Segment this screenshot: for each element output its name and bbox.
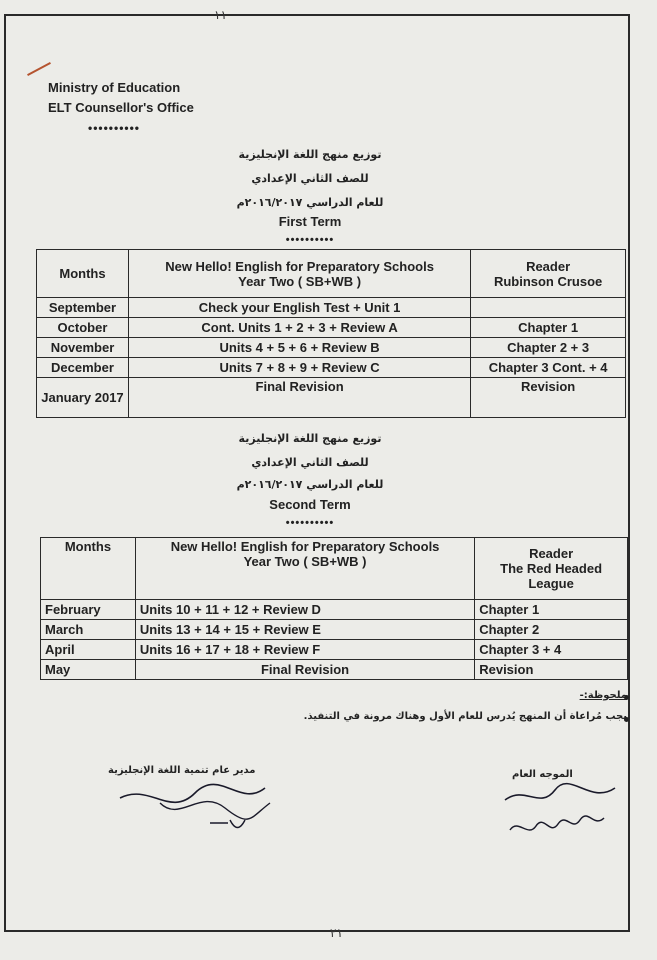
note-title: ملحوظة:- — [579, 690, 627, 701]
first-term-grade-ar: للصف الثاني الإعدادي — [251, 172, 369, 185]
page-mark-top: ١١ — [214, 8, 227, 22]
page-mark-bottom: ٢١ — [330, 926, 343, 940]
col-reader-line2: The Red Headed — [500, 561, 603, 576]
table-row — [41, 600, 628, 620]
units-cell: Units 7 + 8 + 9 + Review C — [128, 358, 470, 378]
first-term-dots: •••••••••• — [285, 234, 335, 246]
reader-cell — [471, 298, 626, 318]
left-signature-title: مدير عام تنمية اللغة الإنجليزية — [108, 765, 256, 776]
col-months: Months — [41, 538, 136, 600]
month-cell: September — [37, 298, 129, 318]
first-term-table — [36, 249, 626, 418]
table-row — [37, 318, 626, 338]
reader-cell: Chapter 3 + 4 — [475, 640, 628, 660]
reader-cell: Chapter 3 Cont. + 4 — [471, 358, 626, 378]
units-cell: Units 4 + 5 + 6 + Review B — [128, 338, 470, 358]
col-reader-line1: Reader — [526, 258, 571, 274]
month-cell: October — [37, 318, 129, 338]
first-term-year-ar: للعام الدراسي ٢٠١٦/٢٠١٧م — [236, 196, 384, 209]
ministry-name: Ministry of Education — [48, 80, 181, 95]
letterhead — [48, 78, 194, 138]
units-cell: Cont. Units 1 + 2 + 3 + Review A — [128, 318, 470, 338]
reader-cell: Revision — [475, 660, 628, 680]
col-book-line2: Year Two ( SB+WB ) — [238, 273, 362, 289]
month-cell: May — [41, 660, 136, 680]
table-row — [41, 640, 628, 660]
col-months: Months — [37, 250, 129, 298]
left-signature — [100, 778, 280, 848]
reader-cell: Chapter 1 — [471, 318, 626, 338]
col-reader-line2: Rubinson Crusoe — [493, 273, 603, 289]
col-book-line2: Year Two ( SB+WB ) — [243, 554, 367, 569]
month-cell: December — [37, 358, 129, 378]
reader-cell: Revision — [471, 378, 626, 418]
col-reader — [471, 250, 626, 298]
table-row — [41, 660, 628, 680]
col-reader-line3: League — [528, 576, 574, 591]
month-cell: March — [41, 620, 136, 640]
units-cell: Final Revision — [135, 660, 474, 680]
right-signature-title: الموجه العام — [512, 769, 573, 780]
table-row — [41, 620, 628, 640]
right-signature — [495, 780, 625, 850]
units-cell: Units 16 + 17 + 18 + Review F — [135, 640, 474, 660]
units-cell: Final Revision — [128, 378, 470, 418]
table-row — [37, 378, 626, 418]
units-cell: Units 13 + 14 + 15 + Review E — [135, 620, 474, 640]
col-book — [128, 250, 470, 298]
reader-cell: Chapter 2 + 3 — [471, 338, 626, 358]
month-cell: February — [41, 600, 136, 620]
office-name: ELT Counsellor's Office — [48, 100, 194, 115]
reader-cell: Chapter 2 — [475, 620, 628, 640]
first-term-title-ar: توزيع منهج اللغة الإنجليزية — [238, 148, 382, 161]
col-reader-line1: Reader — [529, 546, 574, 561]
second-term-year-ar: للعام الدراسي ٢٠١٦/٢٠١٧م — [236, 478, 384, 491]
second-term-grade-ar: للصف الثاني الإعدادي — [251, 456, 369, 469]
second-term-title-ar: توزيع منهج اللغة الإنجليزية — [238, 432, 382, 445]
note-text: يجب مُراعاة أن المنهج يُدرس للعام الأول وهناك مرونة في التنفيذ. — [303, 711, 627, 722]
month-cell: April — [41, 640, 136, 660]
header-dots: •••••••••• — [88, 121, 141, 135]
second-term-dots: •••••••••• — [285, 517, 335, 529]
col-reader — [475, 538, 628, 600]
second-term-label: Second Term — [269, 497, 351, 512]
units-cell: Units 10 + 11 + 12 + Review D — [135, 600, 474, 620]
reader-cell: Chapter 1 — [475, 600, 628, 620]
table-header-row — [41, 538, 628, 600]
first-term-label: First Term — [278, 214, 342, 229]
units-cell: Check your English Test + Unit 1 — [128, 298, 470, 318]
table-header-row — [37, 250, 626, 298]
col-book — [135, 538, 474, 600]
col-book-line1: New Hello! English for Preparatory Schools — [165, 258, 434, 274]
table-row — [37, 358, 626, 378]
table-row — [37, 298, 626, 318]
month-cell: November — [37, 338, 129, 358]
second-term-table — [40, 537, 628, 680]
table-row — [37, 338, 626, 358]
col-book-line1: New Hello! English for Preparatory Schools — [170, 539, 440, 554]
month-cell: January 2017 — [37, 378, 129, 418]
